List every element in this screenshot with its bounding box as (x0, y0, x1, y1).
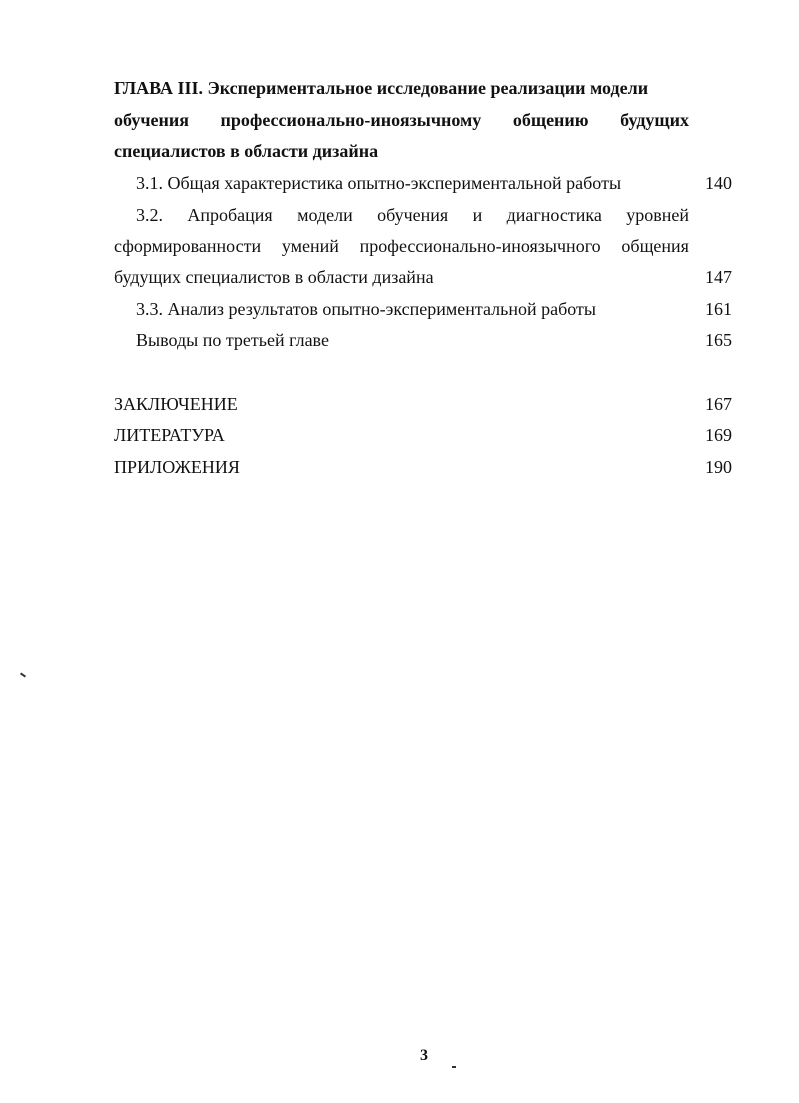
toc-word: уровней (626, 205, 689, 225)
toc-word: и (472, 205, 483, 225)
toc-word: общения (621, 236, 689, 256)
toc-entry-3-2-line-3: будущих специалистов в области дизайна (114, 267, 434, 287)
toc-entry-conclusion-page: 167 (705, 394, 732, 414)
chapter-3-title-line-1: ГЛАВА III. Экспериментальное исследование реализации модели (114, 78, 649, 98)
toc-word: сформированности (114, 236, 262, 256)
chapter-3-title-line-3: специалистов в области дизайна (114, 141, 379, 161)
toc-entry-chapter-3-conclusions: Выводы по третьей главе (136, 330, 329, 350)
page-number: 3 (420, 1047, 428, 1064)
toc-entry-3-3-page: 161 (705, 299, 732, 319)
toc-entry-3-1: 3.1. Общая характеристика опытно-экспериментальной работы (136, 173, 622, 193)
toc-entry-3-2-page: 147 (705, 267, 732, 287)
chapter-3-title-word: общению (512, 110, 589, 130)
toc-entry-3-1-page: 140 (705, 173, 732, 193)
toc-word: Апробация (187, 205, 273, 225)
chapter-3-title-word: обучения (114, 110, 189, 130)
scan-speck (452, 1066, 456, 1068)
toc-entry-literature-page: 169 (705, 425, 732, 445)
toc-entry-3-2-line-2 (114, 234, 689, 258)
toc-entry-chapter-3-conclusions-page: 165 (705, 330, 732, 350)
toc-entry-3-2-line-1 (136, 203, 689, 227)
scan-speck (20, 672, 26, 677)
toc-word: диагностика (506, 205, 602, 225)
toc-word: модели (297, 205, 353, 225)
chapter-3-title-word: будущих (620, 110, 689, 130)
toc-entry-appendices: ПРИЛОЖЕНИЯ (114, 457, 240, 477)
toc-word: 3.2. (136, 205, 163, 225)
toc-word: обучения (377, 205, 449, 225)
toc-entry-appendices-page: 190 (705, 457, 732, 477)
toc-entry-literature: ЛИТЕРАТУРА (114, 425, 225, 445)
chapter-3-title-line-2 (114, 108, 689, 132)
toc-word: профессионально-иноязычного (359, 236, 601, 256)
toc-word: умений (281, 236, 339, 256)
toc-entry-conclusion: ЗАКЛЮЧЕНИЕ (114, 394, 238, 414)
chapter-3-title-word: профессионально-иноязычному (220, 110, 482, 130)
toc-entry-3-3: 3.3. Анализ результатов опытно-экспериментальной работы (136, 299, 596, 319)
